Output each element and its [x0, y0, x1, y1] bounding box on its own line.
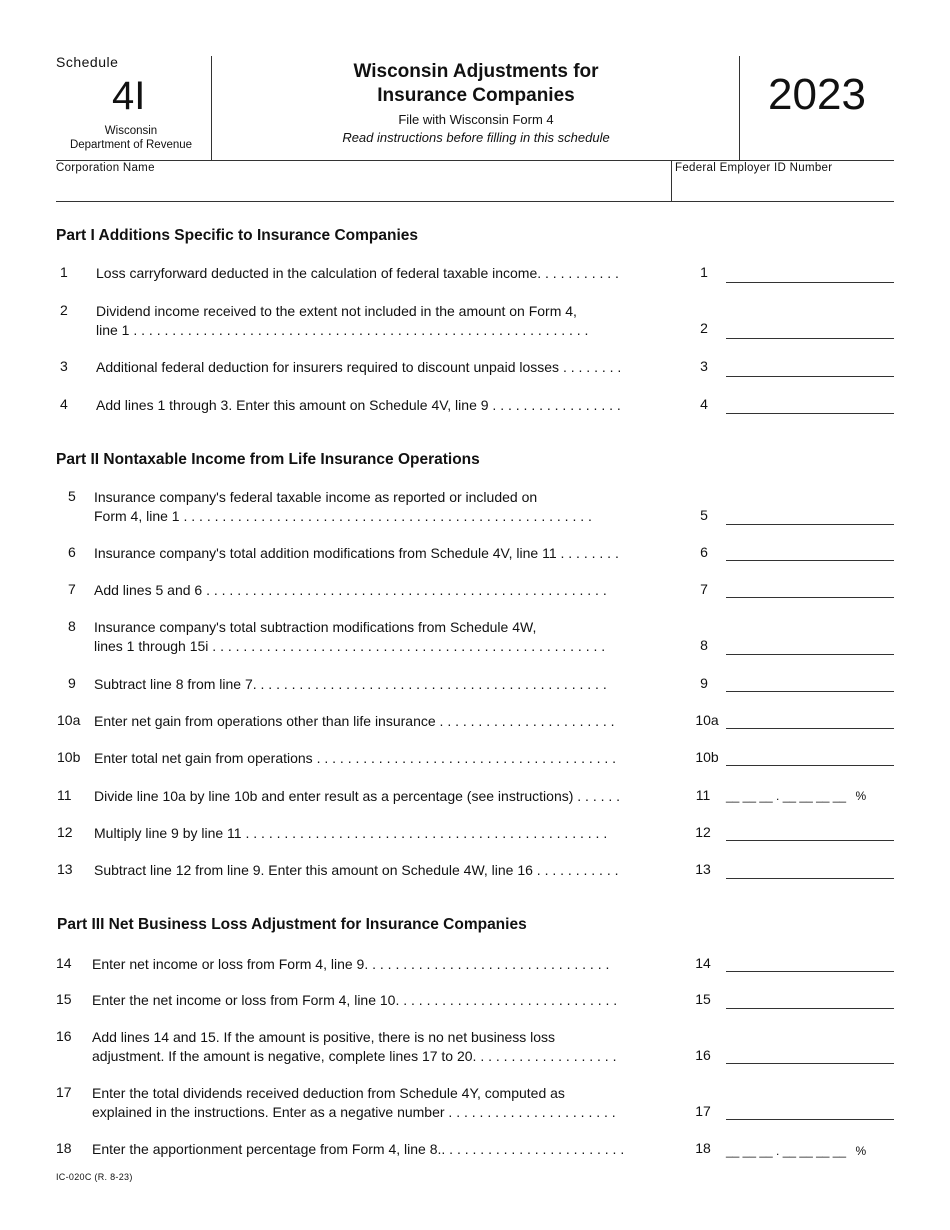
- line-number: 17: [56, 1084, 72, 1100]
- corporation-name-label: Corporation Name: [56, 162, 155, 174]
- line-ref: 3: [700, 358, 708, 374]
- line-10a-input[interactable]: [726, 728, 894, 729]
- line-2-input[interactable]: [726, 338, 894, 339]
- line-text-1: Insurance company's federal taxable income as reported or included on: [94, 489, 538, 505]
- corporation-name-field[interactable]: [56, 178, 670, 200]
- percent-blanks: __ __ __ . __ __ __ __: [726, 1144, 847, 1158]
- line-16-input[interactable]: [726, 1063, 894, 1064]
- line-text: Loss carryforward deducted in the calculation of federal taxable income. . . . . . . . . . .: [96, 265, 619, 281]
- line-number: 3: [60, 358, 68, 374]
- line-number: 15: [56, 991, 72, 1007]
- line-ref: 4: [700, 396, 708, 412]
- line-text-2: Form 4, line 1 . . . . . . . . . . . . . . . . . . . . . . . . . . . . . . . . . . . . . . . . . . . . . . . . . . . . .: [94, 508, 592, 524]
- title-line2: Insurance Companies: [377, 85, 575, 106]
- fein-label: Federal Employer ID Number: [675, 162, 833, 174]
- fields-rule: [56, 201, 894, 202]
- line-ref: 8: [700, 637, 708, 653]
- line-text: [94, 618, 692, 656]
- line-ref: 16: [695, 1047, 711, 1063]
- form-code: IC-020C (R. 8-23): [56, 1172, 133, 1182]
- line-text: Multiply line 9 by line 11 . . . . . . . . . . . . . . . . . . . . . . . . . . . . . . . . . . . . . . . . . . . . . . .: [94, 825, 608, 841]
- line-ref: 18: [695, 1140, 711, 1156]
- file-with-text: File with Wisconsin Form 4: [398, 112, 554, 127]
- line-ref: 14: [695, 955, 711, 971]
- line-ref: 11: [695, 787, 711, 803]
- line-number: 9: [68, 675, 76, 691]
- line-text: Enter net income or loss from Form 4, line 9. . . . . . . . . . . . . . . . . . . . . . . . . . . . . . . .: [92, 956, 610, 972]
- header-divider-left: [211, 56, 212, 160]
- line-ref: 10b: [695, 749, 719, 765]
- line-12-input[interactable]: [726, 840, 894, 841]
- line-3-input[interactable]: [726, 376, 894, 377]
- percent-sign: %: [855, 789, 867, 803]
- line-text-2: adjustment. If the amount is negative, complete lines 17 to 20. . . . . . . . . . . . . . . . . . .: [92, 1048, 617, 1064]
- header-rule: [56, 160, 894, 161]
- dept-line2: Department of Revenue: [69, 139, 193, 151]
- line-number: 5: [68, 488, 76, 504]
- line-10b-input[interactable]: [726, 765, 894, 766]
- line-number: 4: [60, 396, 68, 412]
- part2-heading: Part II Nontaxable Income from Life Insurance Operations: [56, 451, 480, 468]
- line-text: Enter the apportionment percentage from Form 4, line 8.. . . . . . . . . . . . . . . . . . . . . . . .: [92, 1141, 625, 1157]
- line-4-input[interactable]: [726, 413, 894, 414]
- line-ref: 6: [700, 544, 708, 560]
- line-13-input[interactable]: [726, 878, 894, 879]
- line-text: Additional federal deduction for insurers required to discount unpaid losses . . . . . . . .: [96, 359, 622, 375]
- line-ref: 13: [695, 861, 711, 877]
- line-ref: 12: [695, 824, 711, 840]
- line-6-input[interactable]: [726, 560, 894, 561]
- line-text: Divide line 10a by line 10b and enter result as a percentage (see instructions) . . . . . .: [94, 788, 621, 804]
- line-1-input[interactable]: [726, 282, 894, 283]
- part1-heading: Part I Additions Specific to Insurance Companies: [56, 227, 419, 244]
- instructions-note: Read instructions before filling in this schedule: [342, 130, 610, 145]
- line-number: 7: [68, 581, 76, 597]
- line-text-2: lines 1 through 15i . . . . . . . . . . . . . . . . . . . . . . . . . . . . . . . . . . . . . . . . . . . . . . . . . . .: [94, 638, 606, 654]
- line-number: 1: [60, 264, 68, 280]
- line-ref: 17: [695, 1103, 711, 1119]
- title-line1: Wisconsin Adjustments for: [353, 61, 599, 82]
- line-number: 18: [56, 1140, 72, 1156]
- form-title: [214, 60, 738, 145]
- line-text-1: Enter the total dividends received deduction from Schedule 4Y, computed as: [92, 1085, 565, 1101]
- percent-blanks: __ __ __ . __ __ __ __: [726, 789, 847, 803]
- line-text: [92, 1028, 690, 1066]
- line-text: [96, 302, 694, 340]
- line-text: Insurance company's total addition modifications from Schedule 4V, line 11 . . . . . . . .: [94, 545, 619, 561]
- line-text: Subtract line 12 from line 9. Enter this amount on Schedule 4W, line 16 . . . . . . . . . . .: [94, 862, 619, 878]
- schedule-label: Schedule: [56, 54, 119, 70]
- line-ref: 10a: [695, 712, 719, 728]
- line-ref: 1: [700, 264, 708, 280]
- part3-heading: Part III Net Business Loss Adjustment for Insurance Companies: [57, 916, 527, 933]
- line-text-2: explained in the instructions. Enter as a negative number . . . . . . . . . . . . . . . . . . . . . .: [92, 1104, 616, 1120]
- line-text: [94, 488, 692, 526]
- line-5-input[interactable]: [726, 524, 894, 525]
- line-number: 12: [57, 824, 73, 840]
- line-number: 16: [56, 1028, 72, 1044]
- line-number: 13: [57, 861, 73, 877]
- line-text-1: Dividend income received to the extent not included in the amount on Form 4,: [96, 303, 577, 319]
- line-ref: 9: [700, 675, 708, 691]
- schedule-number: 4I: [112, 74, 146, 118]
- line-9-input[interactable]: [726, 691, 894, 692]
- percent-sign: %: [855, 1144, 867, 1158]
- line-ref: 5: [700, 507, 708, 523]
- field-divider: [671, 160, 672, 202]
- line-text-2: line 1 . . . . . . . . . . . . . . . . . . . . . . . . . . . . . . . . . . . . . . . . . . . . . . . . . . . . . . . . . . .: [96, 322, 589, 338]
- line-14-input[interactable]: [726, 971, 894, 972]
- line-text: [92, 1084, 690, 1122]
- line-text: Subtract line 8 from line 7. . . . . . . . . . . . . . . . . . . . . . . . . . . . . . . . . . . . . . . . . . . . . .: [94, 676, 607, 692]
- line-15-input[interactable]: [726, 1008, 894, 1009]
- department-label: [56, 124, 206, 152]
- fein-field[interactable]: [675, 178, 894, 200]
- line-number: 11: [57, 787, 72, 803]
- line-text: Enter the net income or loss from Form 4, line 10. . . . . . . . . . . . . . . . . . . . . . . . . . . . .: [92, 992, 618, 1008]
- line-ref: 7: [700, 581, 708, 597]
- line-number: 10b: [57, 749, 81, 765]
- line-text: Enter total net gain from operations . . . . . . . . . . . . . . . . . . . . . . . . . . . . . . . . . . . . . . .: [94, 750, 617, 766]
- line-number: 14: [56, 955, 72, 971]
- line-number: 6: [68, 544, 76, 560]
- line-ref: 2: [700, 320, 708, 336]
- line-ref: 15: [695, 991, 711, 1007]
- line-8-input[interactable]: [726, 654, 894, 655]
- line-text-1: Insurance company's total subtraction modifications from Schedule 4W,: [94, 619, 537, 635]
- line-number: 2: [60, 302, 68, 318]
- tax-year: 2023: [768, 70, 866, 119]
- line-number: 10a: [57, 712, 81, 728]
- line-17-input[interactable]: [726, 1119, 894, 1120]
- line-text: Add lines 1 through 3. Enter this amount on Schedule 4V, line 9 . . . . . . . . . . . . . . . . .: [96, 397, 621, 413]
- dept-line1: Wisconsin: [104, 125, 158, 137]
- line-number: 8: [68, 618, 76, 634]
- line-text-1: Add lines 14 and 15. If the amount is positive, there is no net business loss: [92, 1029, 556, 1045]
- line-text: Add lines 5 and 6 . . . . . . . . . . . . . . . . . . . . . . . . . . . . . . . . . . . . . . . . . . . . . . . . . . . .: [94, 582, 607, 598]
- line-18-percent-input[interactable]: [726, 1144, 894, 1158]
- line-7-input[interactable]: [726, 597, 894, 598]
- line-11-percent-input[interactable]: [726, 789, 894, 803]
- line-text: Enter net gain from operations other than life insurance . . . . . . . . . . . . . . . . . . . . . . .: [94, 713, 615, 729]
